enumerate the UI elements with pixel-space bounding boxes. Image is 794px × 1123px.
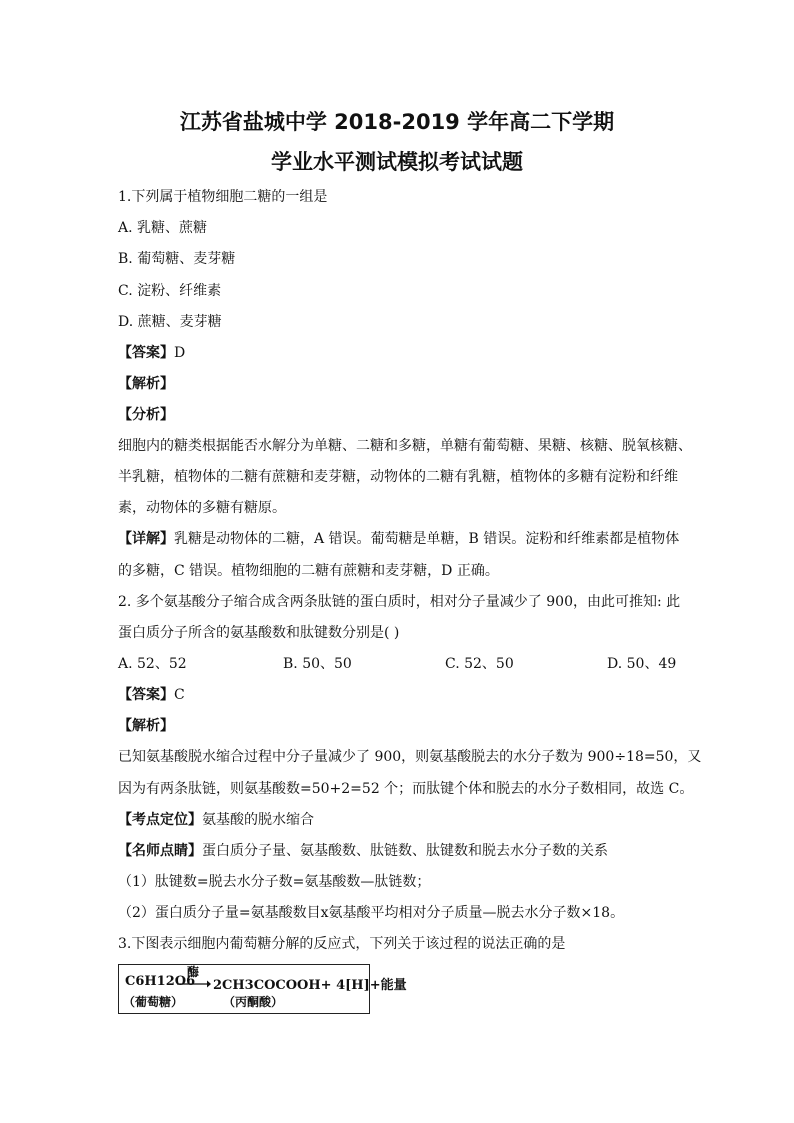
equation-enzyme: 酶 <box>187 965 200 979</box>
reaction-equation-box <box>118 964 407 1014</box>
equation-product-name: （丙酮酸） <box>223 995 284 1009</box>
doc-title-line1: 江苏省盐城中学 2018-2019 学年高二下学期 <box>179 110 615 134</box>
q2-point-1: （1）肽键数=脱去水分子数=氨基酸数—肽链数； <box>118 874 431 890</box>
q1-fenxi-line3: 素，动物体的多糖有糖原。 <box>118 500 286 516</box>
q2-answer-label: 【答案】 <box>118 687 174 703</box>
q1-answer <box>118 342 185 362</box>
q2-kaodian-text: 氨基酸的脱水缩合 <box>202 812 314 828</box>
q2-option-b: B. 50、50 <box>283 656 352 672</box>
q2-answer-value: C <box>174 687 185 703</box>
q2-mingshi-text: 蛋白质分子量、氨基酸数、肽链数、肽键数和脱去水分子数的关系 <box>202 843 608 859</box>
q2-stem-line1: 2. 多个氨基酸分子缩合成含两条肽链的蛋白质时，相对分子量减少了 900，由此可推知: 此 <box>118 594 681 610</box>
q1-detail-line1 <box>118 528 679 548</box>
q1-option-c: C. 淀粉、纤维素 <box>118 283 222 299</box>
q1-answer-value: D <box>174 345 186 361</box>
equation-products: 2CH3COCOOH+ 4[H]+能量 <box>213 978 407 993</box>
equation-reactant-name: （葡萄糖） <box>123 995 184 1009</box>
q2-mingshi <box>118 840 608 860</box>
q1-stem: 1.下列属于植物细胞二糖的一组是 <box>118 189 328 205</box>
q1-analysis-label: 【解析】 <box>118 376 174 392</box>
q1-fenxi-line2: 半乳糖，植物体的二糖有蔗糖和麦芽糖，动物体的二糖有乳糖，植物体的多糖有淀粉和纤维 <box>118 469 678 485</box>
q1-detail-label: 【详解】 <box>118 531 174 547</box>
q2-mingshi-label: 【名师点睛】 <box>118 843 202 859</box>
reaction-arrow-icon <box>177 979 211 989</box>
q1-detail-line2: 的多糖，C 错误。植物细胞的二糖有蔗糖和麦芽糖，D 正确。 <box>118 563 499 579</box>
q2-point-2: （2）蛋白质分子量=氨基酸数目ⅹ氨基酸平均相对分子质量—脱去水分子数×18。 <box>118 905 625 921</box>
q3-stem: 3.下图表示细胞内葡萄糖分解的反应式，下列关于该过程的说法正确的是 <box>118 936 566 952</box>
q1-detail-text1: 乳糖是动物体的二糖，A 错误。葡萄糖是单糖，B 错误。淀粉和纤维素都是植物体 <box>174 531 680 547</box>
q1-fenxi-label: 【分析】 <box>118 407 174 423</box>
q2-option-d: D. 50、49 <box>607 656 677 672</box>
q2-analysis-line1: 已知氨基酸脱水缩合过程中分子量减少了 900，则氨基酸脱去的水分子数为 900÷18=50，又 <box>118 749 702 765</box>
q1-option-d: D. 蔗糖、麦芽糖 <box>118 314 222 330</box>
q2-stem-line2: 蛋白质分子所含的氨基酸数和肽键数分别是( ) <box>118 625 400 641</box>
doc-title-line2: 学业水平测试模拟考试试题 <box>271 150 523 174</box>
q1-option-b: B. 葡萄糖、麦芽糖 <box>118 251 236 267</box>
q1-answer-label: 【答案】 <box>118 345 174 361</box>
q2-kaodian <box>118 809 314 829</box>
q1-option-a: A. 乳糖、蔗糖 <box>118 220 208 236</box>
q2-answer <box>118 684 185 704</box>
q2-analysis-line2: 因为有两条肽链，则氨基酸数=50+2=52 个；而肽键个体和脱去的水分子数相同，故选 C。 <box>118 781 694 797</box>
q2-option-c: C. 52、50 <box>445 656 514 672</box>
equation-reactant: C6H12O6 <box>125 974 196 989</box>
q1-fenxi-line1: 细胞内的糖类根据能否水解分为单糖、二糖和多糖，单糖有葡萄糖、果糖、核糖、脱氧核糖、 <box>118 438 692 454</box>
q2-option-a: A. 52、52 <box>118 656 187 672</box>
q2-kaodian-label: 【考点定位】 <box>118 812 202 828</box>
q2-analysis-label: 【解析】 <box>118 718 174 734</box>
